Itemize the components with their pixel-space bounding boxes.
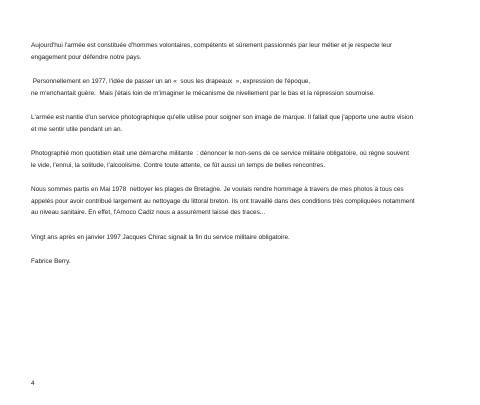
paragraph-1997 bbox=[31, 232, 471, 244]
signature bbox=[31, 256, 471, 268]
paragraph-army-today bbox=[31, 40, 471, 63]
text-line: Vingt ans après en janvier 1997 Jacques Chirac signait la fin du service militaire obligatoire. bbox=[31, 233, 290, 241]
text-line: L'armée est nantie d'un service photographique qu'elle utilise pour soigner son image de marque. Il fallait que j'apporte une autre vision bbox=[31, 114, 414, 121]
text-line: engagement pour défendre notre pays. bbox=[31, 53, 142, 61]
text-line: Photographié mon quotidien était une démarche militante : dénoncer le non-sens de ce service militaire obligatoire, où règne souvent bbox=[31, 150, 409, 157]
paragraph-brittany-beaches bbox=[31, 184, 471, 219]
paragraph-militant-approach bbox=[31, 148, 471, 171]
text-line: le vide, l'ennui, la solitude, l'alcoolisme. Contre toute attente, ce fût aussi un temps de belles rencontres. bbox=[31, 161, 326, 169]
text-line: et me sentir utile pendant un an. bbox=[31, 125, 123, 133]
paragraph-1977 bbox=[31, 76, 471, 99]
text-line: ne m'enchantait guère. Mais j'étais loin de m'imaginer le mécanisme de nivellement par le bas et la répression sournoise. bbox=[31, 89, 375, 97]
paragraph-photo-service bbox=[31, 112, 471, 135]
text-line: Aujourd'hui l'armée est constituée d'hommes volontaires, compétents et sûrement passionnés par leur métier et je respecte leur bbox=[31, 42, 393, 49]
signature-text: Fabrice Berry. bbox=[31, 258, 71, 265]
page-number: 4 bbox=[31, 380, 35, 387]
body-text bbox=[31, 40, 471, 281]
text-line: au niveau sanitaire. En effet, l'Amoco Cadiz nous a assurément laissé des traces... bbox=[31, 209, 266, 216]
text-line: Personnellement en 1977, l'idée de passer un an « sous les drapeaux », expression de l'époque, bbox=[31, 78, 311, 85]
text-line: appelés pour avoir contribué largement au nettoyage du littoral breton. Ils ont travaillé dans des conditions très compliquées notamment bbox=[31, 197, 415, 205]
text-line: Nous sommes partis en Mai 1978 nettoyer les plages de Bretagne. Je voulais rendre hommage à travers de mes photos à tous ces bbox=[31, 186, 404, 193]
